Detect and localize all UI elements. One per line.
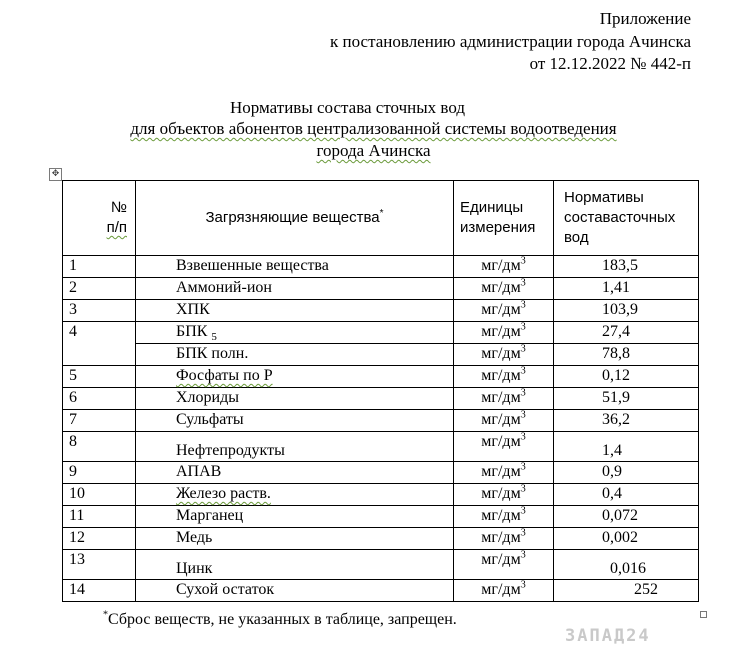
row-number: 6 xyxy=(63,388,136,410)
unit-text: мг/дм xyxy=(481,301,521,318)
unit-exponent: 3 xyxy=(520,255,526,267)
unit-exponent: 3 xyxy=(520,365,526,377)
col-header-number-sign: № xyxy=(110,199,127,216)
substance-cell xyxy=(136,322,454,344)
substance-cell xyxy=(136,432,454,462)
unit-text: мг/дм xyxy=(481,551,521,568)
table-header-row xyxy=(63,181,699,256)
unit-text: мг/дм xyxy=(481,257,521,274)
substance-name: Марганец xyxy=(176,507,244,524)
substance-name: Железо раств. xyxy=(176,485,271,502)
footnote-mark: * xyxy=(379,208,384,219)
doc-subtitle-city-text: города Ачинска xyxy=(316,141,431,160)
watermark-logo: ЗАПАД24 xyxy=(565,626,651,646)
norm-value: 0,4 xyxy=(554,484,699,506)
table-row xyxy=(63,256,699,278)
norms-table xyxy=(62,180,699,602)
row-number: 11 xyxy=(63,506,136,528)
unit-exponent: 3 xyxy=(520,409,526,421)
substance-name: Сухой остаток xyxy=(176,581,275,598)
norm-value: 0,016 xyxy=(554,550,699,580)
unit-exponent: 3 xyxy=(520,579,526,591)
norm-value: 0,12 xyxy=(554,366,699,388)
substance-name: БПК xyxy=(176,323,208,340)
table-row xyxy=(63,410,699,432)
doc-subtitle-text: для объектов абонентов централизованной системы водоотведения xyxy=(130,119,617,138)
row-number: 3 xyxy=(63,300,136,322)
unit-text: мг/дм xyxy=(481,433,521,450)
substance-cell xyxy=(136,506,454,528)
footnote-mark-bottom: * xyxy=(103,609,108,621)
unit-text: мг/дм xyxy=(481,581,521,598)
substance-cell xyxy=(136,300,454,322)
resolution-ref: к постановлению администрации города Ачинска xyxy=(330,32,691,51)
norm-value: 51,9 xyxy=(554,388,699,410)
unit-text: мг/дм xyxy=(481,411,521,428)
units-cell xyxy=(454,300,554,322)
table-row xyxy=(63,344,699,366)
substance-cell xyxy=(136,388,454,410)
substance-wavy xyxy=(176,485,271,502)
row-number: 7 xyxy=(63,410,136,432)
substance-name: Фосфаты по Р xyxy=(176,367,273,384)
substance-cell xyxy=(136,366,454,388)
units-cell xyxy=(454,484,554,506)
substance-name: Цинк xyxy=(176,560,213,577)
row-number: 1 xyxy=(63,256,136,278)
substance-name: Нефтепродукты xyxy=(176,442,285,459)
unit-exponent: 3 xyxy=(520,277,526,289)
norm-value: 0,002 xyxy=(554,528,699,550)
units-cell xyxy=(454,432,554,462)
row-number: 2 xyxy=(63,278,136,300)
substance-name: Сульфаты xyxy=(176,411,244,428)
substance-name: Взвешенные вещества xyxy=(176,257,329,274)
norm-value: 0,072 xyxy=(554,506,699,528)
col-header-substance xyxy=(136,181,454,256)
units-cell xyxy=(454,528,554,550)
unit-exponent: 3 xyxy=(520,387,526,399)
units-cell xyxy=(454,256,554,278)
substance-cell xyxy=(136,484,454,506)
row-number: 10 xyxy=(63,484,136,506)
footnote xyxy=(103,611,457,629)
substance-name: ХПК xyxy=(176,301,210,318)
unit-text: мг/дм xyxy=(481,389,521,406)
table-row xyxy=(63,484,699,506)
unit-exponent: 3 xyxy=(520,299,526,311)
unit-text: мг/дм xyxy=(481,485,521,502)
table-row xyxy=(63,462,699,484)
norm-value: 103,9 xyxy=(554,300,699,322)
unit-exponent: 3 xyxy=(520,483,526,495)
unit-text: мг/дм xyxy=(481,323,521,340)
norm-value: 1,4 xyxy=(554,432,699,462)
unit-exponent: 3 xyxy=(520,321,526,333)
substance-name: Аммоний-ион xyxy=(176,279,272,296)
doc-title: Нормативы состава сточных вод xyxy=(230,98,465,117)
table-row xyxy=(63,366,699,388)
doc-subtitle xyxy=(0,118,747,140)
col-header-number-pp: п/п xyxy=(106,219,127,236)
norm-value: 183,5 xyxy=(554,256,699,278)
row-number: 4 xyxy=(63,322,136,366)
substance-wavy xyxy=(176,367,273,384)
norm-value: 1,41 xyxy=(554,278,699,300)
unit-text: мг/дм xyxy=(481,463,521,480)
units-cell xyxy=(454,366,554,388)
row-number: 12 xyxy=(63,528,136,550)
substance-cell xyxy=(136,410,454,432)
table-row xyxy=(63,432,699,462)
units-cell xyxy=(454,322,554,344)
col-header-number xyxy=(63,181,136,256)
table-row xyxy=(63,528,699,550)
units-cell xyxy=(454,410,554,432)
resize-handle-icon[interactable] xyxy=(700,611,707,618)
norm-value: 78,8 xyxy=(554,344,699,366)
unit-exponent: 3 xyxy=(520,431,526,443)
table-row xyxy=(63,506,699,528)
substance-name: АПАВ xyxy=(176,463,222,480)
norm-value: 252 xyxy=(554,580,699,602)
row-number: 9 xyxy=(63,462,136,484)
units-cell xyxy=(454,506,554,528)
unit-text: мг/дм xyxy=(481,507,521,524)
unit-text: мг/дм xyxy=(481,367,521,384)
table-row xyxy=(63,322,699,344)
unit-text: мг/дм xyxy=(481,279,521,296)
units-cell xyxy=(454,278,554,300)
units-cell xyxy=(454,550,554,580)
units-cell xyxy=(454,462,554,484)
substance-name: Медь xyxy=(176,529,213,546)
substance-subscript: 5 xyxy=(211,331,217,344)
substance-cell xyxy=(136,462,454,484)
units-cell xyxy=(454,344,554,366)
table-row xyxy=(63,550,699,580)
norm-value: 0,9 xyxy=(554,462,699,484)
col-header-substance-text: Загрязняющие вещества xyxy=(205,209,380,226)
table-row xyxy=(63,300,699,322)
table-row xyxy=(63,278,699,300)
resolution-date: от 12.12.2022 № 442-п xyxy=(529,54,691,73)
norm-value: 36,2 xyxy=(554,410,699,432)
col-header-norms: Нормативы составасточных вод xyxy=(554,181,699,256)
substance-cell xyxy=(136,256,454,278)
unit-exponent: 3 xyxy=(520,343,526,355)
unit-exponent: 3 xyxy=(520,549,526,561)
substance-cell xyxy=(136,528,454,550)
row-number: 8 xyxy=(63,432,136,462)
unit-exponent: 3 xyxy=(520,461,526,473)
substance-name: Хлориды xyxy=(176,389,239,406)
move-icon[interactable]: ✥ xyxy=(49,168,62,181)
units-cell xyxy=(454,388,554,410)
row-number: 5 xyxy=(63,366,136,388)
substance-cell xyxy=(136,580,454,602)
unit-exponent: 3 xyxy=(520,527,526,539)
row-number: 14 xyxy=(63,580,136,602)
appendix-label: Приложение xyxy=(599,9,691,28)
substance-name: БПК полн. xyxy=(176,345,249,362)
unit-text: мг/дм xyxy=(481,345,521,362)
table-row xyxy=(63,388,699,410)
table-row xyxy=(63,580,699,602)
substance-cell xyxy=(136,344,454,366)
units-cell xyxy=(454,580,554,602)
unit-text: мг/дм xyxy=(481,529,521,546)
substance-cell xyxy=(136,550,454,580)
doc-subtitle-city xyxy=(0,140,747,162)
norm-value: 27,4 xyxy=(554,322,699,344)
col-header-units: Единицы измерения xyxy=(454,181,554,256)
unit-exponent: 3 xyxy=(520,505,526,517)
footnote-text: Сброс веществ, не указанных в таблице, запрещен. xyxy=(108,611,457,628)
substance-cell xyxy=(136,278,454,300)
row-number: 13 xyxy=(63,550,136,580)
